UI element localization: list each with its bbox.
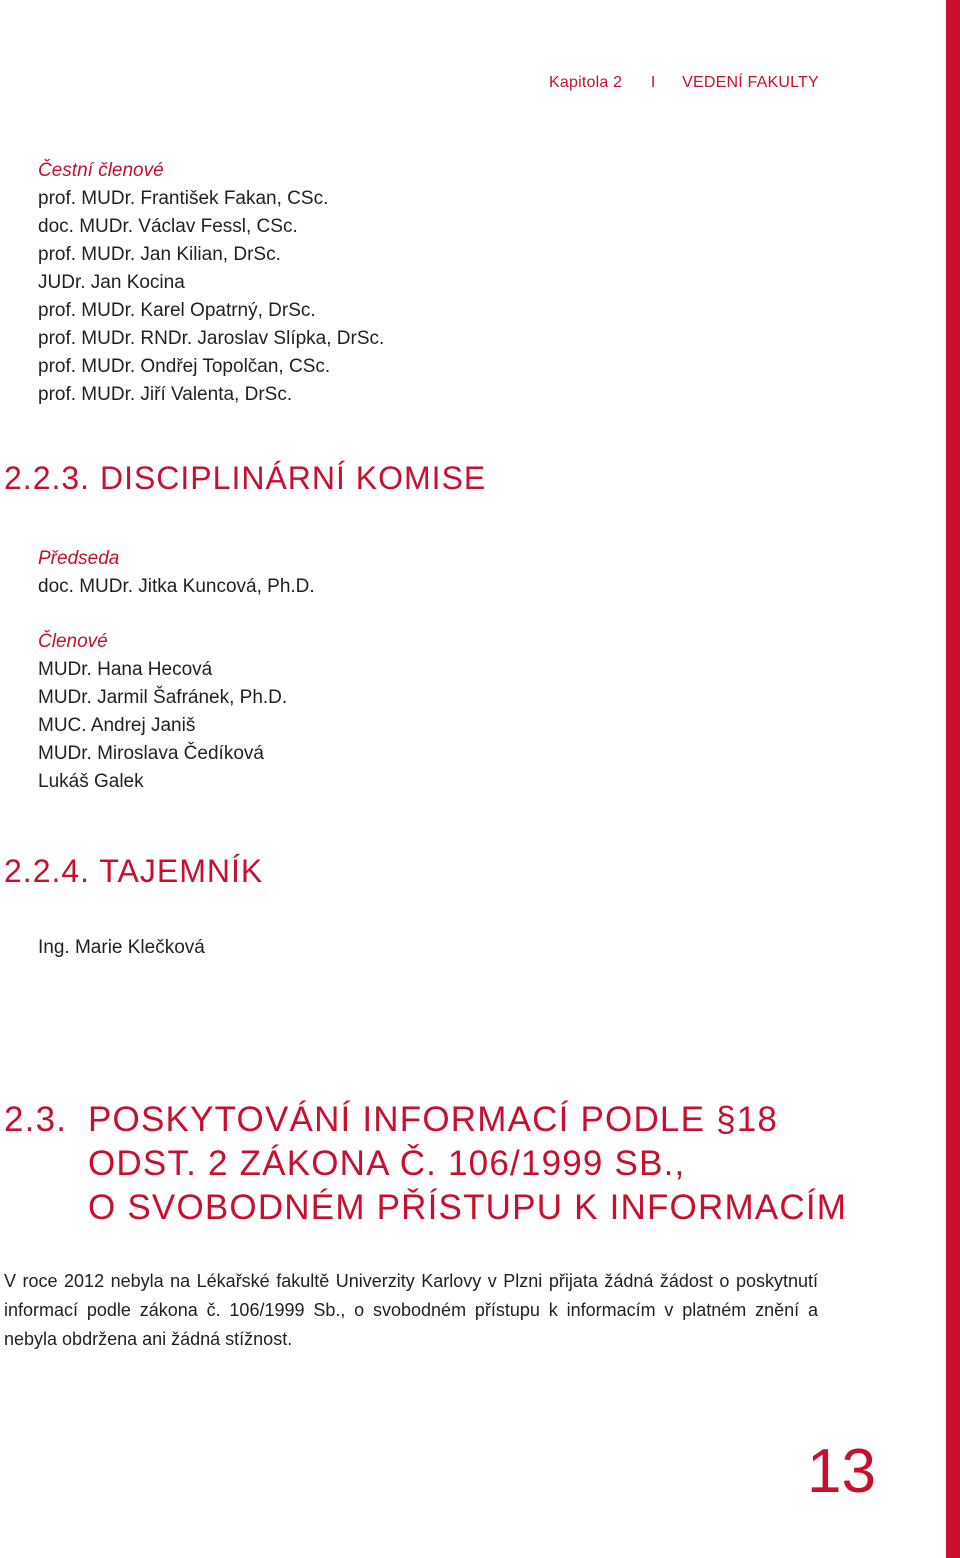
list-item: JUDr. Jan Kocina bbox=[38, 272, 185, 293]
members-title: Členové bbox=[38, 631, 108, 652]
list-item: prof. MUDr. Ondřej Topolčan, CSc. bbox=[38, 356, 331, 377]
information-heading bbox=[4, 1098, 847, 1230]
header-separator: I bbox=[650, 74, 656, 91]
header-section: VEDENÍ FAKULTY bbox=[682, 74, 819, 91]
chair-title: Předseda bbox=[38, 548, 120, 569]
list-item: prof. MUDr. RNDr. Jaroslav Slípka, DrSc. bbox=[38, 328, 385, 349]
information-heading-line2: ODST. 2 ZÁKONA Č. 106/1999 SB., bbox=[88, 1144, 686, 1183]
information-paragraph: V roce 2012 nebyla na Lékařské fakultě Univerzity Karlovy v Plzni přijata žádná žádost o poskytnutí informací podle zákona č. 106/1999 Sb., o svobodném přístupu k informacím v platném znění a nebyla obdržena ani žádná stížnost. bbox=[4, 1271, 818, 1349]
disciplinary-members-block bbox=[38, 628, 287, 796]
information-heading-line1: POSKYTOVÁNÍ INFORMACÍ PODLE §18 bbox=[88, 1100, 779, 1139]
list-item: Lukáš Galek bbox=[38, 771, 144, 792]
list-item: prof. MUDr. František Fakan, CSc. bbox=[38, 188, 329, 209]
list-item: MUDr. Jarmil Šafránek, Ph.D. bbox=[38, 687, 288, 708]
page-number: 13 bbox=[807, 1437, 876, 1506]
list-item: MUDr. Hana Hecová bbox=[38, 659, 213, 680]
secretary-name: Ing. Marie Klečková bbox=[38, 937, 205, 958]
list-item: doc. MUDr. Václav Fessl, CSc. bbox=[38, 216, 298, 237]
secretary-block bbox=[38, 934, 205, 962]
chair-name: doc. MUDr. Jitka Kuncová, Ph.D. bbox=[38, 576, 315, 597]
list-item: MUC. Andrej Janiš bbox=[38, 715, 196, 736]
list-item: prof. MUDr. Karel Opatrný, DrSc. bbox=[38, 300, 316, 321]
running-header bbox=[549, 74, 819, 92]
disciplinary-chair-block bbox=[38, 545, 315, 601]
header-chapter: Kapitola 2 bbox=[549, 74, 623, 91]
information-heading-line3: O SVOBODNÉM PŘÍSTUPU K INFORMACÍM bbox=[88, 1188, 848, 1227]
list-item: prof. MUDr. Jiří Valenta, DrSc. bbox=[38, 384, 293, 405]
information-heading-number: 2.3. bbox=[4, 1100, 68, 1139]
honorary-members-title: Čestní členové bbox=[38, 160, 164, 181]
page-edge-accent-bar bbox=[946, 0, 960, 1558]
list-item: prof. MUDr. Jan Kilian, DrSc. bbox=[38, 244, 281, 265]
honorary-members-block bbox=[38, 157, 384, 409]
list-item: MUDr. Miroslava Čedíková bbox=[38, 743, 264, 764]
disciplinary-heading: 2.2.3. DISCIPLINÁRNÍ KOMISE bbox=[4, 460, 487, 496]
secretary-heading: 2.2.4. TAJEMNÍK bbox=[4, 853, 264, 889]
